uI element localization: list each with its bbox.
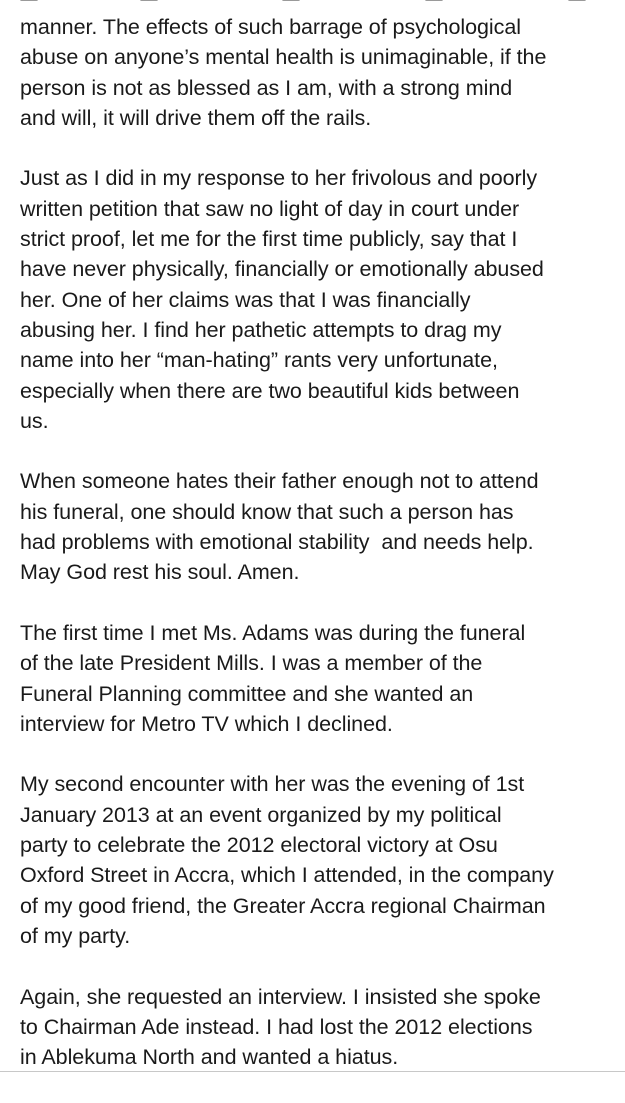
text-line: of the late President Mills. I was a member of the	[20, 651, 483, 676]
text-line: party to celebrate the 2012 electoral victory at Osu	[20, 833, 498, 858]
text-line: abuse on anyone’s mental health is unimaginable, if the	[20, 45, 547, 70]
text-line: of my party.	[20, 923, 131, 948]
paragraph-first-meeting	[20, 618, 610, 739]
text-line: had problems with emotional stability and needs help.	[20, 530, 534, 555]
text-line: his funeral, one should know that such a person has	[20, 499, 514, 524]
paragraph-father-funeral	[20, 466, 610, 587]
paragraph-petition-response	[20, 163, 610, 436]
text-line: name into her “man-hating” rants very unfortunate,	[20, 348, 498, 373]
text-line: When someone hates their father enough not to attend	[20, 469, 539, 494]
text-line: especially when there are two beautiful kids between	[20, 378, 520, 403]
paragraph-second-encounter	[20, 769, 610, 951]
text-line: strict proof, let me for the first time publicly, say that I	[20, 227, 518, 252]
text-line: Again, she requested an interview. I insisted she spoke	[20, 984, 541, 1009]
paragraph-psychological-abuse	[20, 12, 610, 133]
text-line: abusing her. I find her pathetic attempts to drag my	[20, 317, 502, 342]
text-line: Funeral Planning committee and she wanted an	[20, 681, 474, 706]
text-line: January 2013 at an event organized by my political	[20, 802, 502, 827]
text-line: have never physically, financially or emotionally abused	[20, 257, 544, 282]
text-line: The first time I met Ms. Adams was during the funeral	[20, 620, 526, 645]
text-line: written petition that saw no light of day in court under	[20, 196, 520, 221]
text-line: and will, it will drive them off the rails.	[20, 105, 372, 130]
text-line: in Ablekuma North and wanted a hiatus.	[20, 1045, 399, 1070]
text-line: of my good friend, the Greater Accra regional Chairman	[20, 893, 546, 918]
text-line: person is not as blessed as I am, with a strong mind	[20, 75, 513, 100]
text-line: to Chairman Ade instead. I had lost the 2012 elections	[20, 1014, 533, 1039]
text-line: May God rest his soul. Amen.	[20, 560, 300, 585]
text-line: Oxford Street in Accra, which I attended, in the company	[20, 863, 554, 888]
text-line: us.	[20, 408, 49, 433]
text-line: Just as I did in my response to her frivolous and poorly	[20, 166, 538, 191]
article-body	[20, 12, 610, 1103]
cropped-previous-line	[20, 0, 605, 4]
text-line: interview for Metro TV which I declined.	[20, 711, 393, 736]
text-line: her. One of her claims was that I was financially	[20, 287, 471, 312]
bottom-divider	[0, 1071, 625, 1072]
text-line: My second encounter with her was the evening of 1st	[20, 772, 525, 797]
text-line: manner. The effects of such barrage of psychological	[20, 15, 521, 39]
paragraph-interview-request	[20, 982, 610, 1073]
